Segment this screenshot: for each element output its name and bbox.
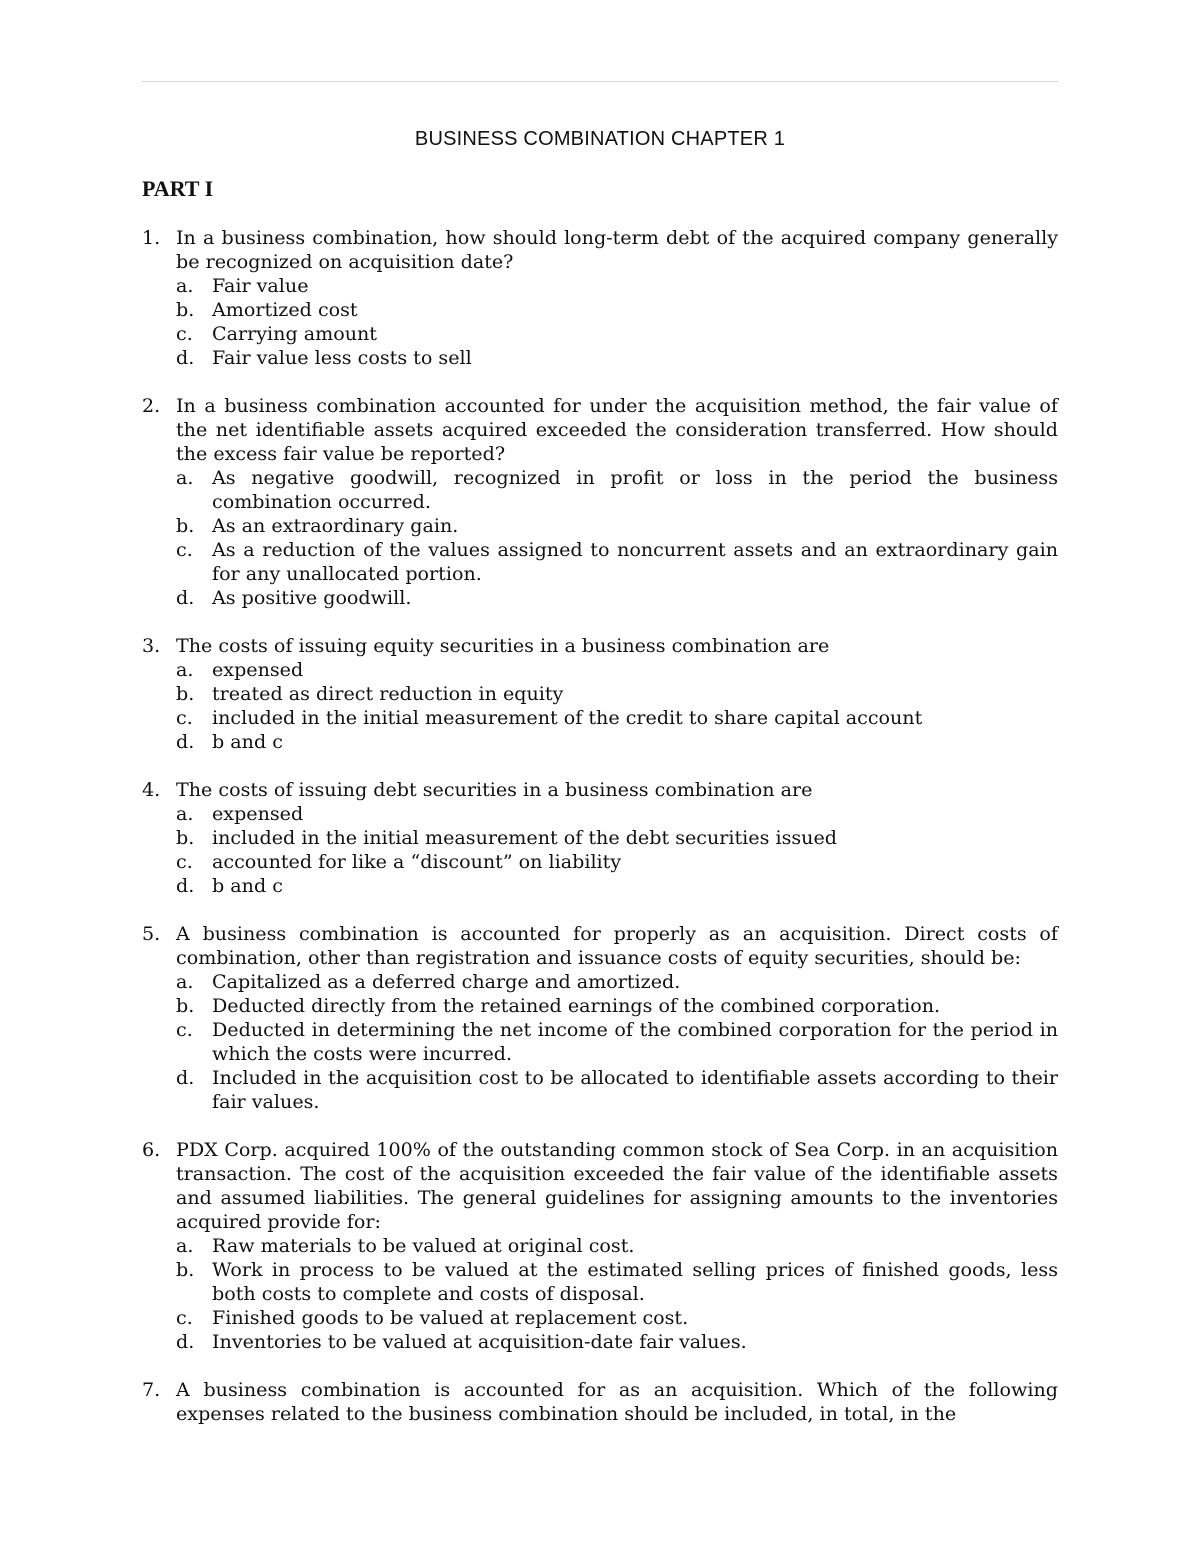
choice-text: Deducted in determining the net income of the combined corporation for the period in which the costs were incurred. [212,1018,1058,1065]
question-text: A business combination is accounted for properly as an acquisition. Direct costs of combination, other than registration and issuance costs of equity securities, should be: [176,922,1058,969]
answer-choice [176,466,1058,514]
choice-letter: d. [176,874,195,897]
choice-text: As positive goodwill. [212,586,412,609]
question-item [142,394,1058,610]
answer-choice [176,970,1058,994]
answer-choice [176,874,1058,898]
question-item [142,1138,1058,1354]
choice-text: Carrying amount [212,322,377,345]
question-number: 7. [142,1378,161,1401]
question-number: 6. [142,1138,161,1161]
answer-choice [176,298,1058,322]
choice-letter: a. [176,274,194,297]
choice-letter: b. [176,298,195,321]
question-number: 2. [142,394,161,417]
answer-choice [176,802,1058,826]
choice-text: included in the initial measurement of the credit to share capital account [212,706,923,729]
choice-letter: d. [176,730,195,753]
choice-letter: a. [176,1234,194,1257]
question-item [142,226,1058,370]
question-number: 4. [142,778,161,801]
choice-letter: b. [176,826,195,849]
choice-letter: c. [176,322,193,345]
choice-text: Included in the acquisition cost to be allocated to identifiable assets according to their fair values. [212,1066,1058,1113]
answer-choice [176,346,1058,370]
document-title: BUSINESS COMBINATION CHAPTER 1 [414,128,786,150]
question-number: 5. [142,922,161,945]
choice-text: Deducted directly from the retained earnings of the combined corporation. [212,994,941,1017]
choice-text: Amortized cost [212,298,358,321]
answer-choice [176,730,1058,754]
answer-choice [176,826,1058,850]
choice-text: Inventories to be valued at acquisition-date fair values. [212,1330,747,1353]
answer-choice [176,586,1058,610]
question-number: 3. [142,634,161,657]
header-rule [142,81,1058,82]
question-text: In a business combination, how should long-term debt of the acquired company generally be recognized on acquisition date? [176,226,1058,273]
choice-letter: d. [176,1066,195,1089]
question-text: The costs of issuing debt securities in a business combination are [176,778,813,801]
choice-letter: a. [176,970,194,993]
choice-letter: d. [176,1330,195,1353]
choice-letter: a. [176,658,194,681]
choice-letter: c. [176,538,193,561]
choice-letter: c. [176,706,193,729]
choice-letter: a. [176,802,194,825]
answer-choice [176,514,1058,538]
answer-choice [176,682,1058,706]
choice-text: As negative goodwill, recognized in profit or loss in the period the business combination occurred. [212,466,1058,513]
choice-text: accounted for like a “discount” on liability [212,850,622,873]
choice-text: treated as direct reduction in equity [212,682,564,705]
choice-letter: b. [176,682,195,705]
choice-text: expensed [212,802,304,825]
choice-text: included in the initial measurement of the debt securities issued [212,826,837,849]
choice-text: b and c [212,730,283,753]
question-item [142,778,1058,898]
choice-letter: d. [176,586,195,609]
question-text: PDX Corp. acquired 100% of the outstanding common stock of Sea Corp. in an acquisition transaction. The cost of the acquisition exceeded the fair value of the identifiable assets and assumed liabilities. The general guidelines for assigning amounts to the inventories acquired provide for: [176,1138,1058,1233]
question-item [142,922,1058,1114]
answer-choice [176,538,1058,586]
choice-letter: b. [176,514,195,537]
choice-letter: b. [176,994,195,1017]
answer-choice [176,1234,1058,1258]
choice-letter: c. [176,1306,193,1329]
choice-letter: c. [176,1018,193,1041]
choice-text: b and c [212,874,283,897]
answer-choice [176,1066,1058,1114]
choice-text: As a reduction of the values assigned to noncurrent assets and an extraordinary gain for any unallocated portion. [212,538,1058,585]
question-text: A business combination is accounted for as an acquisition. Which of the following expenses related to the business combination should be included, in total, in the [176,1378,1058,1425]
choice-letter: d. [176,346,195,369]
answer-choice [176,1018,1058,1066]
question-list [142,226,1058,1450]
choice-letter: c. [176,850,193,873]
question-item [142,634,1058,754]
answer-choice [176,1258,1058,1306]
question-text: In a business combination accounted for under the acquisition method, the fair value of the net identifiable assets acquired exceeded the consideration transferred. How should the excess fair value be reported? [176,394,1058,465]
answer-choice [176,850,1058,874]
answer-choice [176,1306,1058,1330]
choice-text: Fair value [212,274,309,297]
part-heading: PART I [142,176,214,201]
question-text: The costs of issuing equity securities in a business combination are [176,634,830,657]
choice-text: Capitalized as a deferred charge and amortized. [212,970,681,993]
question-item [142,1378,1058,1426]
answer-choice [176,274,1058,298]
answer-choice [176,706,1058,730]
answer-choice [176,322,1058,346]
choice-text: expensed [212,658,304,681]
choice-letter: b. [176,1258,195,1281]
answer-choice [176,994,1058,1018]
question-number: 1. [142,226,161,249]
answer-choice [176,658,1058,682]
answer-choice [176,1330,1058,1354]
choice-letter: a. [176,466,194,489]
choice-text: As an extraordinary gain. [212,514,459,537]
choice-text: Fair value less costs to sell [212,346,472,369]
choice-text: Raw materials to be valued at original cost. [212,1234,635,1257]
choice-text: Work in process to be valued at the estimated selling prices of finished goods, less both costs to complete and costs of disposal. [212,1258,1058,1305]
choice-text: Finished goods to be valued at replacement cost. [212,1306,689,1329]
